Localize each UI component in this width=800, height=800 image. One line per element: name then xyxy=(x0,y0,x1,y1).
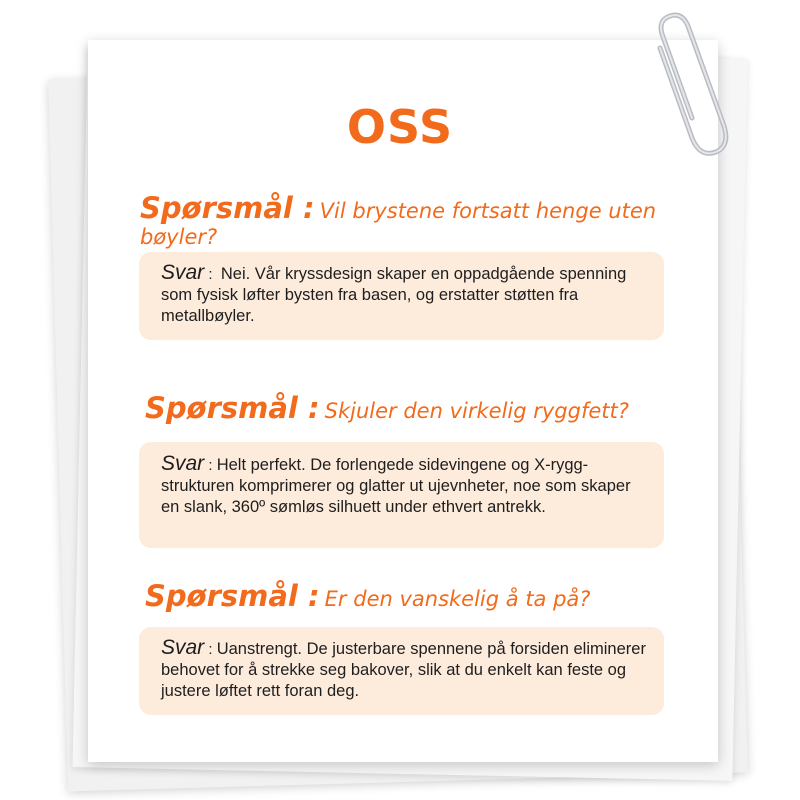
page-title: OSS xyxy=(346,100,454,154)
faq-question-3 xyxy=(145,580,705,613)
question-label: Spørsmål : xyxy=(145,391,320,425)
question-text: Skjuler den virkelig ryggfett? xyxy=(324,399,629,423)
faq-answer-1: Svar : Nei. Vår kryssdesign skaper en oppadgående spenning som fysisk løfter bysten fra basen, og erstatter støtten fra metallbøyler. xyxy=(139,252,664,340)
answer-label: Svar xyxy=(161,261,205,284)
answer-label: Svar xyxy=(161,452,205,475)
question-text: Er den vanskelig å ta på? xyxy=(324,587,591,611)
answer-text: Uanstrengt. De justerbare spennene på forsiden eliminerer behovet for å strekke seg bakover, slik at du enkelt kan feste og justere løftet rett foran deg. xyxy=(161,640,646,700)
faq-answer-3: Svar : Uanstrengt. De justerbare spennene på forsiden eliminerer behovet for å strekke seg bakover, slik at du enkelt kan feste og justere løftet rett foran deg. xyxy=(139,627,664,715)
faq-question-2 xyxy=(145,392,705,425)
question-text: Vil brystene fortsatt henge uten bøyler? xyxy=(140,199,657,250)
question-label: Spørsmål : xyxy=(140,191,315,225)
faq-answer-2: Svar : Helt perfekt. De forlengede sidevingene og X-rygg-strukturen komprimerer og glatter ut ujevnheter, noe som skaper en slank, 360º sømløs silhuett under ethvert antrekk. xyxy=(139,442,664,548)
faq-question-1 xyxy=(140,192,660,249)
answer-text: Nei. Vår kryssdesign skaper en oppadgående spenning som fysisk løfter bysten fra basen, og erstatter støtten fra metallbøyler. xyxy=(161,265,627,325)
answer-text: Helt perfekt. De forlengede sidevingene og X-rygg-strukturen komprimerer og glatter ut ujevnheter, noe som skaper en slank, 360º sømløs silhuett under ethvert antrekk. xyxy=(161,456,631,516)
question-label: Spørsmål : xyxy=(145,579,320,613)
answer-label: Svar xyxy=(161,636,205,659)
